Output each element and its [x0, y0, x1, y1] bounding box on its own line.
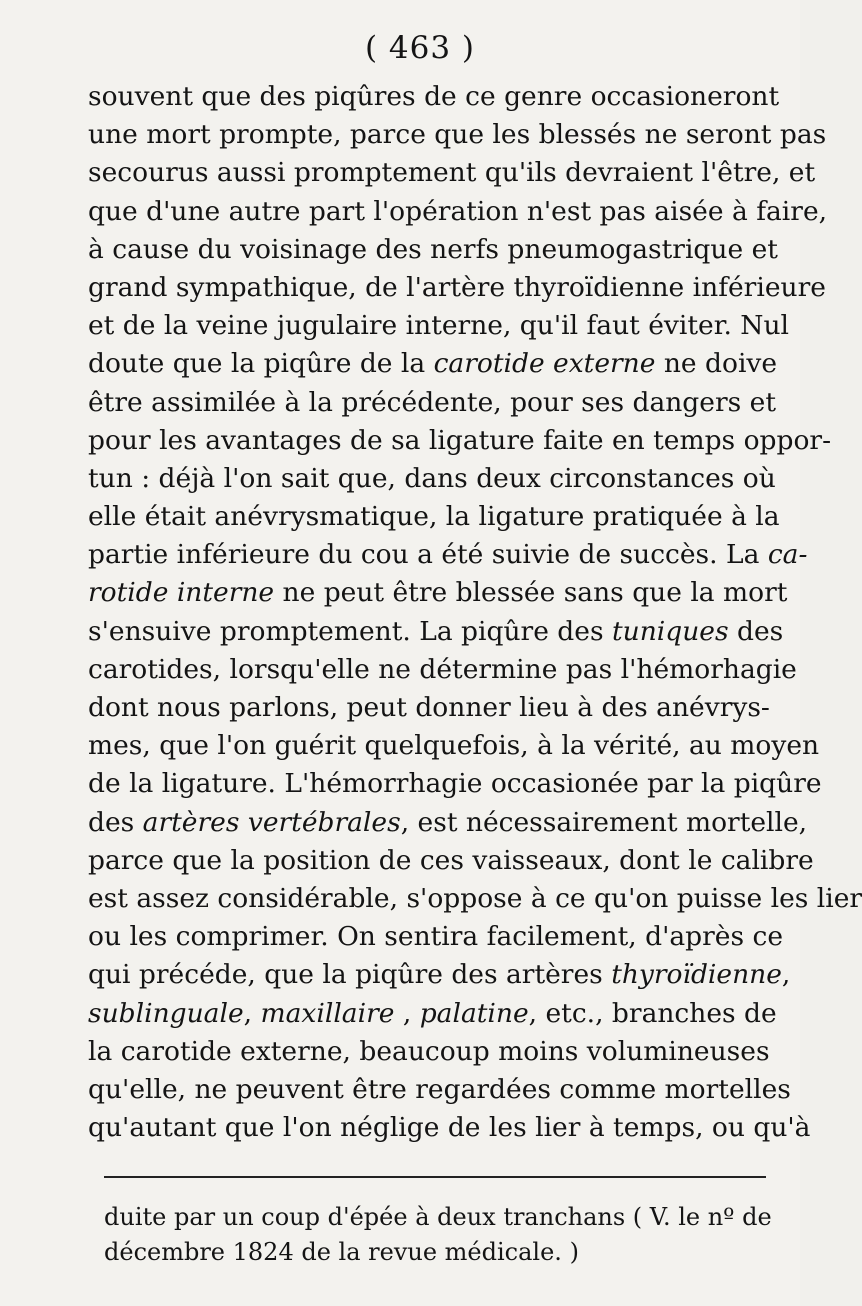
text-line: est assez considérable, s'oppose à ce qu'on puisse les lier: [88, 882, 862, 914]
italic-term: carotide externe: [433, 348, 656, 380]
text-run: ne peut être blessée sans que la mort: [274, 577, 788, 609]
text-run: , est nécessairement mortelle,: [400, 806, 808, 838]
italic-term: rotide interne: [88, 577, 275, 609]
text-line: [88, 574, 788, 612]
text-line: [88, 956, 791, 994]
text-line: la carotide externe, beaucoup moins volumineuses: [88, 1035, 770, 1067]
text-line: parce que la position de ces vaisseaux, dont le calibre: [88, 844, 814, 876]
text-line: [88, 345, 778, 383]
text-run: doute que la piqûre de la: [88, 348, 434, 380]
text-line: qu'autant que l'on néglige de les lier à temps, ou qu'à: [88, 1112, 811, 1144]
text-run: , etc., branches de: [528, 997, 777, 1029]
text-line: dont nous parlons, peut donner lieu à des anévrys-: [88, 692, 770, 723]
text-line: de la ligature. L'hémorrhagie occasionée par la piqûre: [88, 768, 822, 800]
text-line: une mort prompte, parce que les blessés ne seront pas: [88, 119, 827, 151]
page-number: ( 463 ): [364, 30, 476, 66]
text-line: mes, que l'on guérit quelquefois, à la vérité, au moyen: [88, 730, 820, 762]
footnote: [104, 1200, 772, 1270]
text-line: [88, 536, 808, 574]
text-run: des: [88, 806, 143, 838]
text-line: ou les comprimer. On sentira facilement, d'après ce: [88, 921, 784, 953]
text-line: carotides, lorsqu'elle ne détermine pas l'hémorhagie: [88, 653, 797, 685]
text-line: qu'elle, ne peuvent être regardées comme mortelles: [88, 1073, 791, 1105]
footnote-divider: [104, 1176, 766, 1178]
italic-term: artères vertébrales: [142, 806, 401, 838]
italic-term: palatine: [419, 997, 529, 1029]
text-line: [88, 995, 777, 1033]
text-line: [88, 613, 784, 651]
text-line: souvent que des piqûres de ce genre occasioneront: [88, 81, 780, 112]
text-line: que d'une autre part l'opération n'est pas aisée à faire,: [88, 195, 828, 227]
text-run: ,: [243, 997, 261, 1029]
text-line: [88, 804, 808, 842]
text-run: qui précéde, que la piqûre des artères: [88, 959, 612, 991]
text-line: à cause du voisinage des nerfs pneumogastrique et: [88, 233, 778, 265]
italic-term: sublinguale: [88, 997, 244, 1029]
text-line: grand sympathique, de l'artère thyroïdienne inférieure: [88, 271, 826, 303]
text-line: secourus aussi promptement qu'ils devraient l'être, et: [88, 157, 816, 189]
italic-term: tuniques: [611, 615, 729, 647]
main-text: [88, 78, 862, 1147]
text-line: elle était anévrysmatique, la ligature pratiquée à la: [88, 501, 780, 533]
text-run: des: [728, 615, 784, 647]
footnote-line: duite par un coup d'épée à deux tranchans ( V. le nº de: [104, 1203, 772, 1231]
text-line: pour les avantages de sa ligature faite en temps oppor-: [88, 424, 832, 456]
text-run: partie inférieure du cou a été suivie de succès. La: [88, 539, 768, 571]
text-run: ,: [781, 959, 791, 991]
italic-term: ca-: [767, 539, 808, 571]
text-run: ne doive: [655, 348, 778, 380]
text-run: ,: [394, 997, 420, 1029]
text-line: et de la veine jugulaire interne, qu'il faut éviter. Nul: [88, 310, 790, 342]
italic-term: maxillaire: [260, 997, 395, 1029]
text-line: être assimilée à la précédente, pour ses dangers et: [88, 386, 776, 418]
footnote-line: décembre 1824 de la revue médicale. ): [104, 1238, 579, 1266]
text-run: s'ensuive promptement. La piqûre des: [88, 615, 612, 647]
italic-term: thyroïdienne: [611, 959, 782, 991]
text-line: tun : déjà l'on sait que, dans deux circonstances où: [88, 462, 776, 494]
